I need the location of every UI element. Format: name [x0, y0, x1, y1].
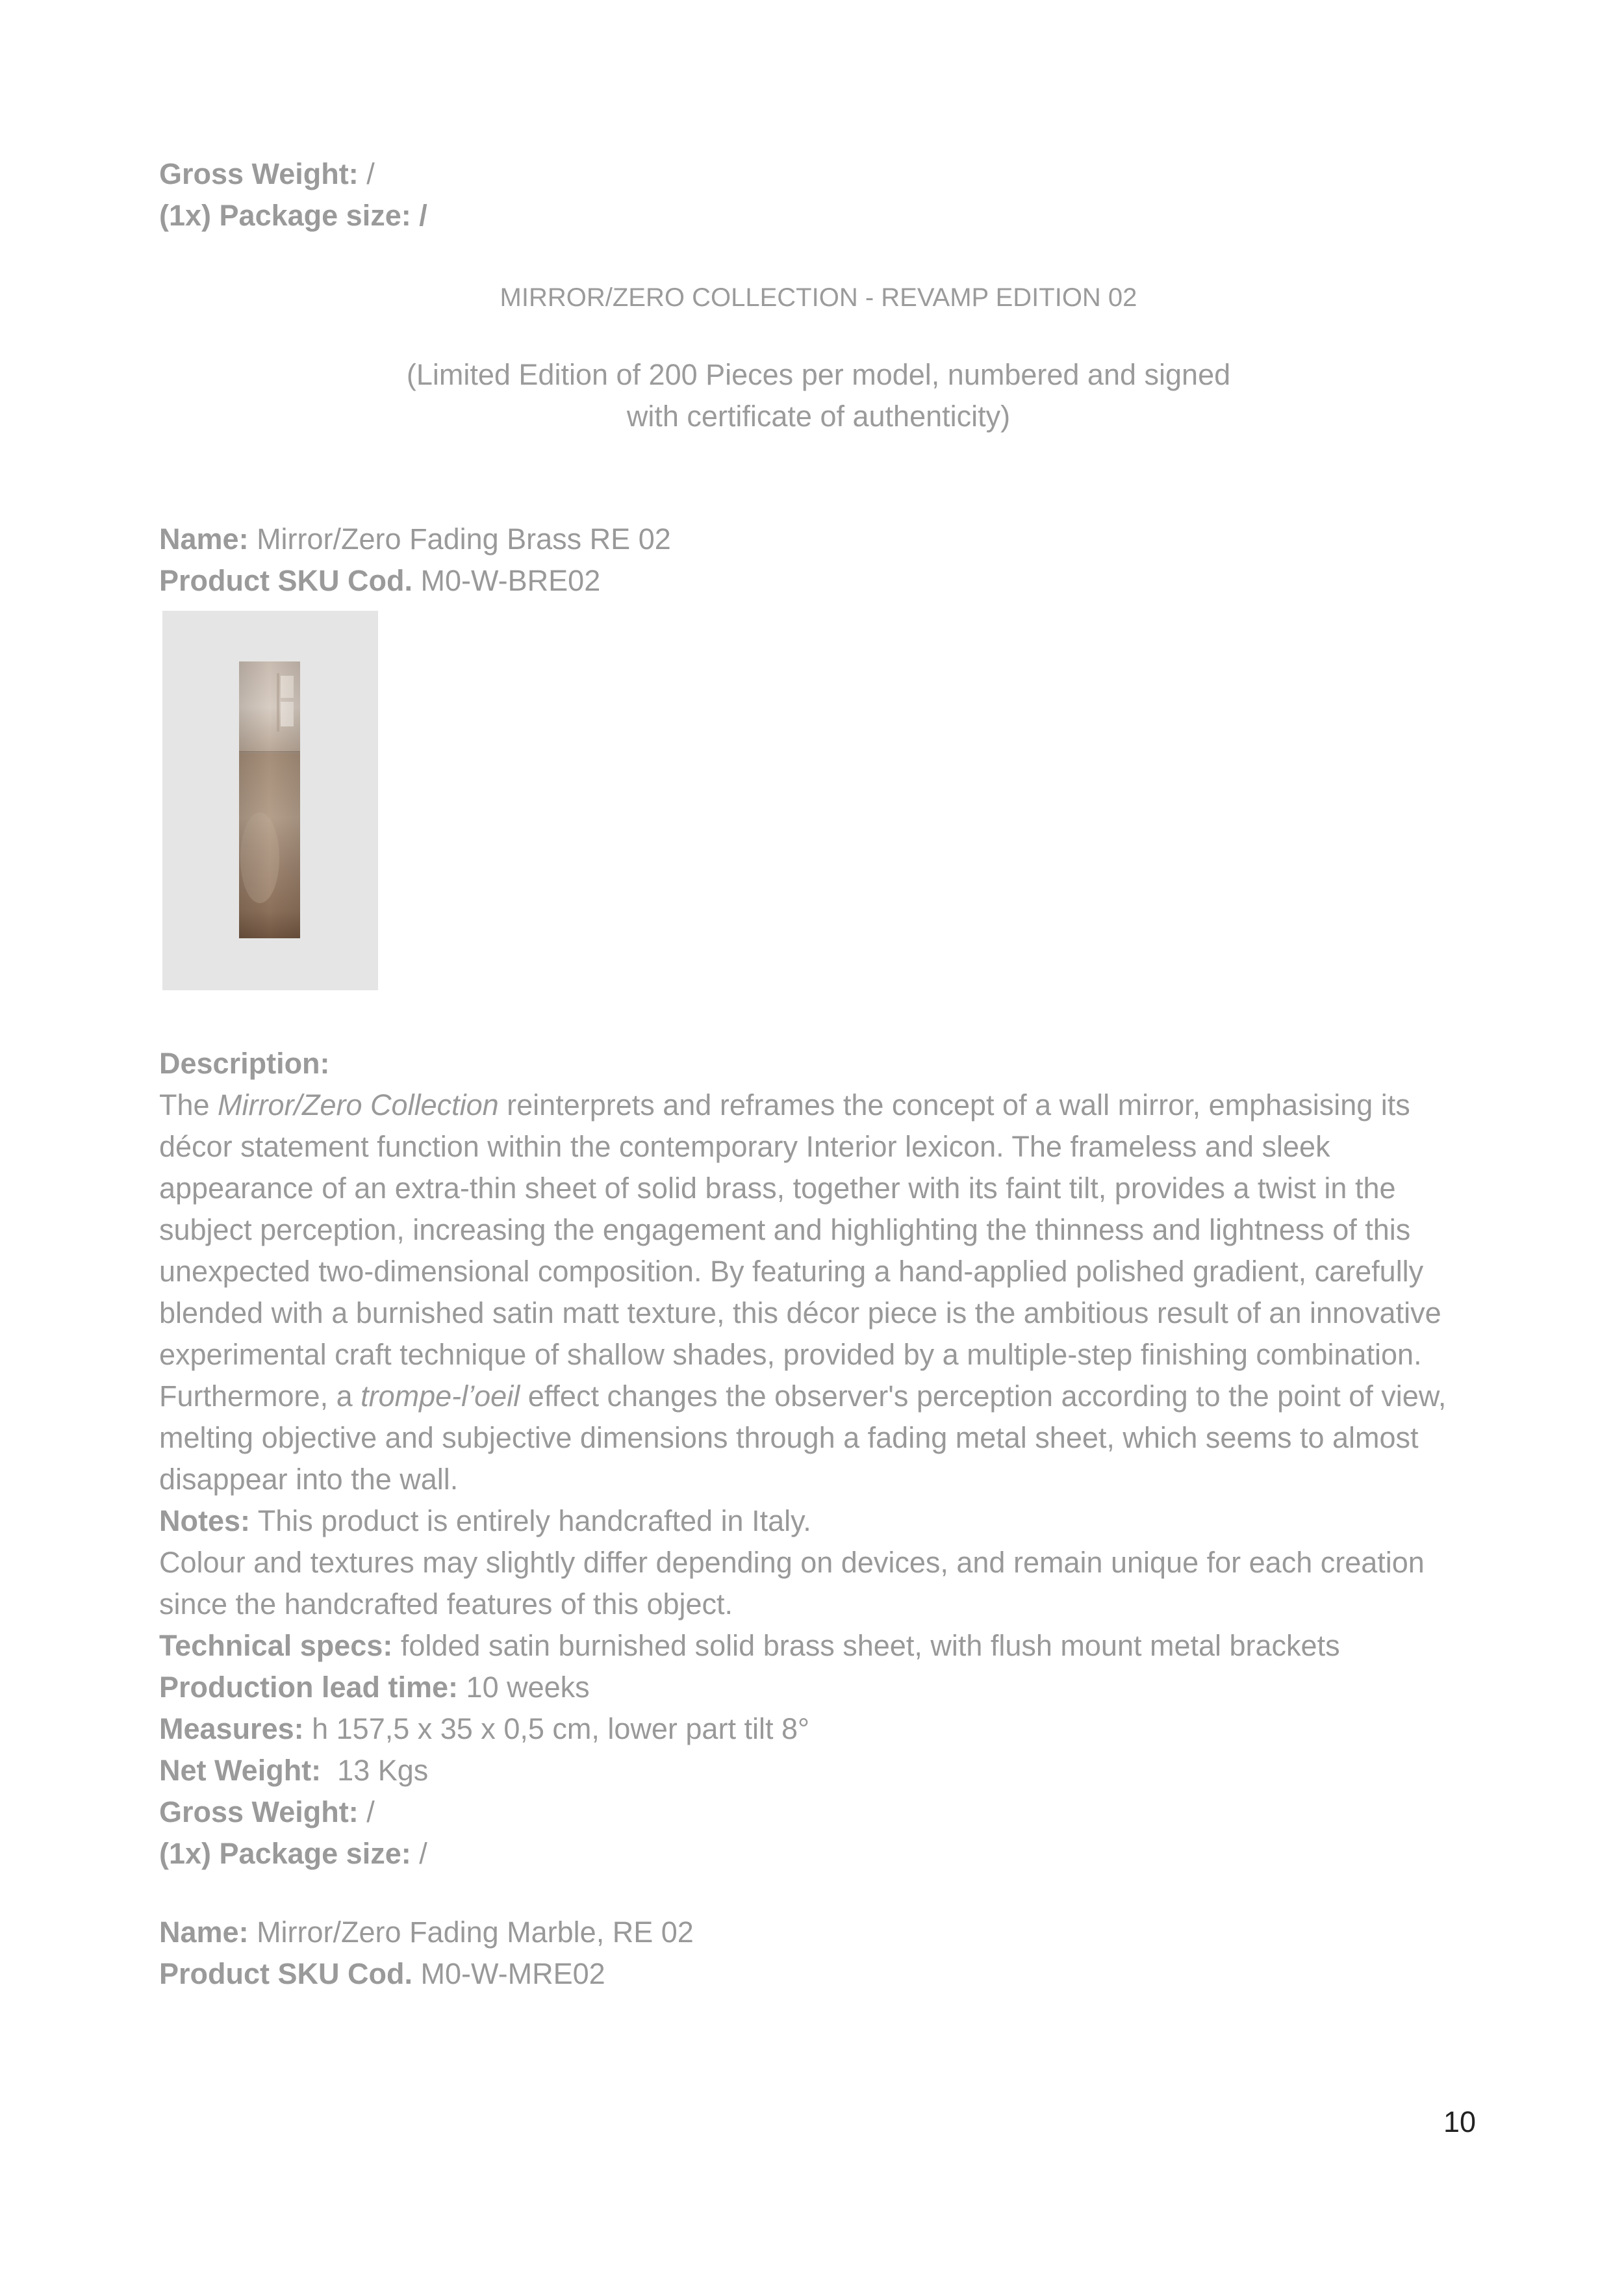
lead-time-label: Production lead time: — [159, 1671, 459, 1704]
description-text-the: The — [159, 1088, 218, 1122]
description-text-part-2: effect changes the observer's perception according to the point of view, melting objective and subjective dimensions through a fading metal sheet, which seems to almost disappear into the wall. — [159, 1379, 1447, 1496]
measures-label: Measures: — [159, 1712, 304, 1745]
notes-line — [159, 1500, 1484, 1542]
prev-gross-weight-value: / — [358, 157, 375, 190]
edition-note-line-2: with certificate of authenticity) — [626, 400, 1011, 433]
prev-gross-weight — [159, 153, 375, 195]
notes-value: This product is entirely handcrafted in Italy. — [250, 1504, 811, 1537]
marble-name-value: Mirror/Zero Fading Marble, RE 02 — [248, 1916, 694, 1949]
brass-name — [159, 519, 671, 560]
page-number: 10 — [1443, 2105, 1477, 2138]
brass-sku — [159, 560, 600, 602]
description-text-part-1: reinterprets and reframes the concept of a wall mirror, emphasising its décor statement function within the contemporary Interior lexicon. The frameless and sleek appearance of an extra-thin sheet of solid brass, together with its faint tilt, provides a twist in the subject perception, increasing the engagement and highlighting the thinness and lightness of this unexpected two-dimensional composition. By featuring a hand-applied polished gradient, carefully blended with a burnished satin matt texture, this décor piece is the ambitious result of an innovative experimental craft technique of shallow shades, provided by a multiple-step finishing combination. Furthermore, a — [159, 1088, 1441, 1413]
mirror-product-photo — [162, 611, 378, 990]
gross-weight-value: / — [358, 1795, 375, 1828]
package-size-label: (1x) Package size: — [159, 1837, 411, 1870]
edition-note — [0, 354, 1624, 437]
net-weight-label: Net Weight: — [159, 1754, 322, 1787]
marble-sku-value: M0-W-MRE02 — [412, 1957, 605, 1990]
description-collection-name: Mirror/Zero Collection — [218, 1088, 499, 1122]
mirror-photo-graphic — [162, 611, 378, 990]
description-label: Description: — [159, 1047, 330, 1080]
edition-note-line-1: (Limited Edition of 200 Pieces per model, numbered and signed — [406, 358, 1231, 391]
brass-name-value: Mirror/Zero Fading Brass RE 02 — [248, 522, 671, 556]
technical-specs-line — [159, 1625, 1484, 1667]
prev-package-size-label: (1x) Package size: / — [159, 199, 427, 232]
package-size-line — [159, 1833, 1484, 1875]
brass-description-block — [159, 1043, 1484, 1875]
technical-specs-label: Technical specs: — [159, 1629, 393, 1662]
measures-value: h 157,5 x 35 x 0,5 cm, lower part tilt 8° — [303, 1712, 809, 1745]
description-trompe-loeil: trompe-l’oeil — [361, 1379, 520, 1413]
gross-weight-line — [159, 1791, 1484, 1833]
measures-line — [159, 1708, 1484, 1750]
lead-time-value: 10 weeks — [458, 1671, 590, 1704]
net-weight-value: 13 Kgs — [321, 1754, 429, 1787]
collection-title: MIRROR/ZERO COLLECTION - REVAMP EDITION 02 — [500, 283, 1137, 312]
technical-specs-value: folded satin burnished solid brass sheet, with flush mount metal brackets — [392, 1629, 1340, 1662]
net-weight-line — [159, 1750, 1484, 1791]
brass-name-label: Name: — [159, 522, 249, 556]
prev-gross-weight-label: Gross Weight: — [159, 157, 359, 190]
prev-package-size — [159, 195, 427, 237]
description-text — [159, 1084, 1484, 1500]
marble-sku-label: Product SKU Cod. — [159, 1957, 412, 1990]
gross-weight-label: Gross Weight: — [159, 1795, 359, 1828]
brass-sku-value: M0-W-BRE02 — [412, 564, 601, 597]
package-size-value: / — [411, 1837, 427, 1870]
marble-sku — [159, 1953, 605, 1995]
lead-time-line — [159, 1667, 1484, 1708]
notes-label: Notes: — [159, 1504, 251, 1537]
brass-sku-label: Product SKU Cod. — [159, 564, 412, 597]
marble-name — [159, 1912, 694, 1953]
description-heading — [159, 1043, 1484, 1084]
colour-note: Colour and textures may slightly differ depending on devices, and remain unique for each creation since the handcrafted features of this object. — [159, 1546, 1425, 1621]
marble-name-label: Name: — [159, 1916, 249, 1949]
